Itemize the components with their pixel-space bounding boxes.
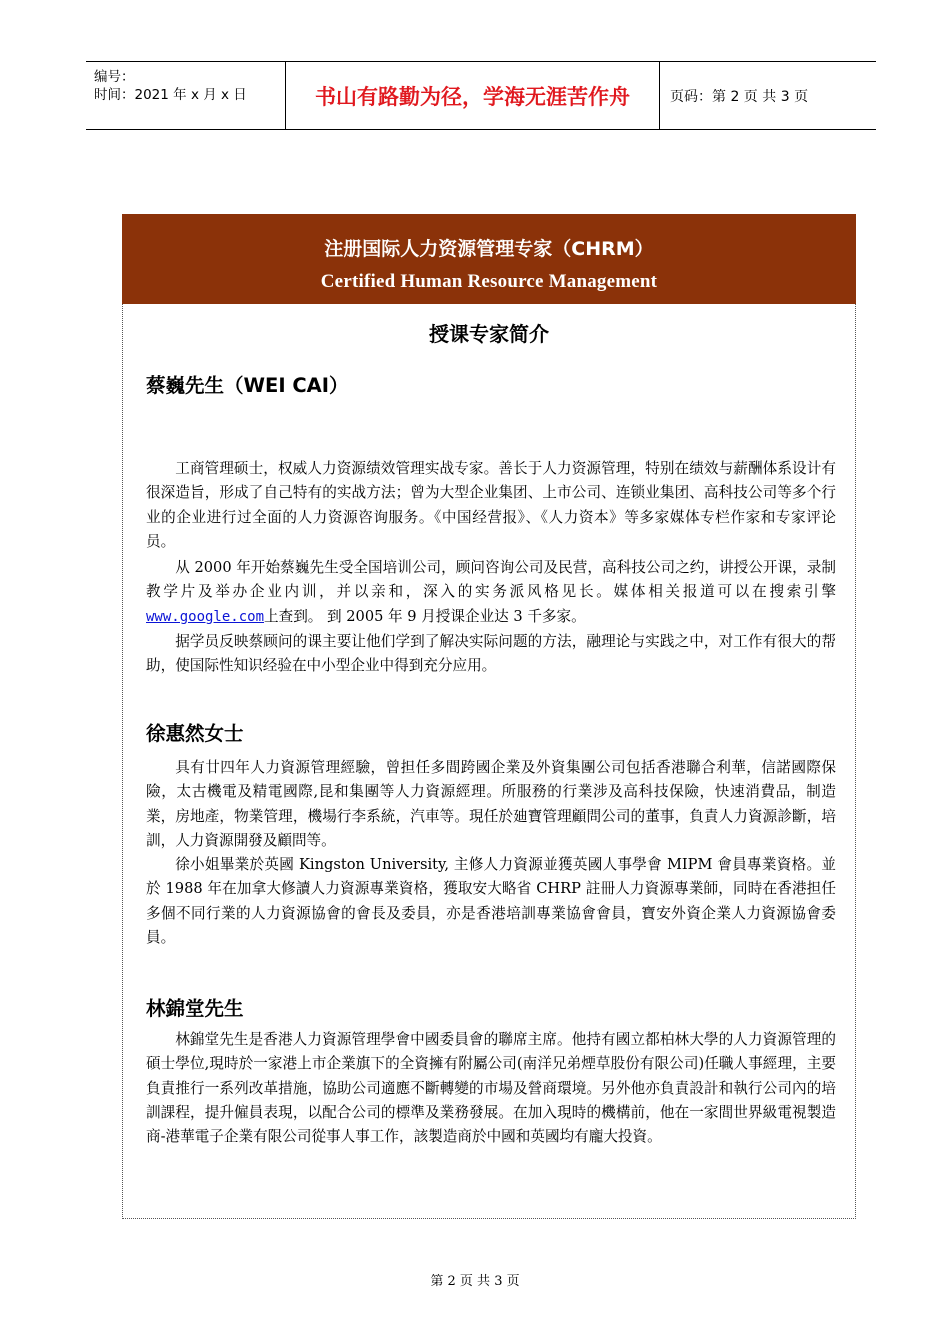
expert-name: 徐惠然女士 bbox=[146, 722, 244, 745]
header-motto: 书山有路勤为径，学海无涯苦作舟 bbox=[286, 62, 660, 129]
banner-title-en: Certified Human Resource Management bbox=[320, 271, 658, 292]
banner-title-cn: 注册国际人力资源管理专家（CHRM） bbox=[324, 238, 654, 260]
expert-paragraph: 工商管理硕士，权威人力资源绩效管理实战专家。善长于人力资源管理，特别在绩效与薪酬体系设计有很深造旨，形成了自己特有的实战方法；曾为大型企业集团、上市公司、连锁业集团、高科技公司等多个行业的企业进行过全面的人力资源咨询服务。《中国经营报》、《人力资本》等多家媒体专栏作家和专家评论员。 bbox=[146, 460, 836, 550]
section-title: 授课专家简介 bbox=[429, 322, 549, 346]
expert-name: 蔡巍先生（WEI CAI） bbox=[146, 374, 349, 397]
page-footer: 第 2 页 共 3 页 bbox=[430, 1274, 520, 1289]
expert-paragraph bbox=[146, 556, 836, 629]
paragraph-text: 上查到。 到 2005 年 9 月授课企业达 3 千多家。 bbox=[264, 607, 586, 625]
google-link[interactable]: www.google.com bbox=[146, 608, 265, 625]
header-page-label: 页码：第 2 页 共 3 页 bbox=[670, 88, 809, 105]
expert-paragraph: 具有廿四年人力資源管理經驗，曾担任多間跨國企業及外資集團公司包括香港聯合利華，信諾國際保險，太古機電及精電國際,昆和集團等人力資源經理。所服務的行業涉及高科技保險，快速消費品，制造業，房地產，物業管理，機場行李系統，汽車等。現任於廸寶管理顧問公司的董事，負責人力資源診斷，培訓，人力資源開發及顧問等。 bbox=[146, 759, 836, 849]
number-label: 编号： bbox=[94, 69, 135, 85]
expert-paragraph: 林錦堂先生是香港人力資源管理學會中國委員會的聯席主席。他持有國立都柏林大學的人力資源管理的碩士學位,現時於一家港上市企業旗下的全資擁有附屬公司(南洋兄弟煙草股份有限公司)任職人事經理，主要負責推行一系列改革措施，協助公司適應不斷轉變的市場及營商環境。另外他亦負責設計和執行公司內的培訓課程，提升僱員表現，以配合公司的標準及業務發展。在加入現時的機構前，他在一家間世界級電視製造商-港華電子企業有限公司從事人事工作，該製造商於中國和英國均有龐大投資。 bbox=[146, 1031, 836, 1146]
page-header bbox=[86, 61, 876, 130]
expert-paragraph: 据学员反映蔡顾问的课主要让他们学到了解决实际问题的方法，融理论与实践之中，对工作有很大的帮助，使国际性知识经验在中小型企业中得到充分应用。 bbox=[146, 633, 836, 675]
date-label: 时间：2021 年 x 月 x 日 bbox=[94, 87, 247, 103]
expert-name: 林錦堂先生 bbox=[146, 997, 244, 1020]
header-meta bbox=[86, 62, 286, 129]
course-banner bbox=[122, 214, 856, 304]
expert-paragraph: 徐小姐畢業於英國 Kingston University, 主修人力資源並獲英國人事學會 MIPM 會員專業資格。並於 1988 年在加拿大修讀人力資源專業資格，獲取安大略省 CHRP 註冊人力資源專業師，同時在香港担任多個不同行業的人力資源協會的會長及委員，亦是香港培訓專業協會會員，寶安外資企業人力資源協會委員。 bbox=[146, 856, 836, 946]
paragraph-text: 从 2000 年开始蔡巍先生受全国培训公司，顾问咨询公司及民营，高科技公司之约，讲授公开课，录制教学片及举办企业内训，并以亲和，深入的实务派风格见长。媒体相关报道可以在搜索引擎 bbox=[146, 559, 836, 601]
